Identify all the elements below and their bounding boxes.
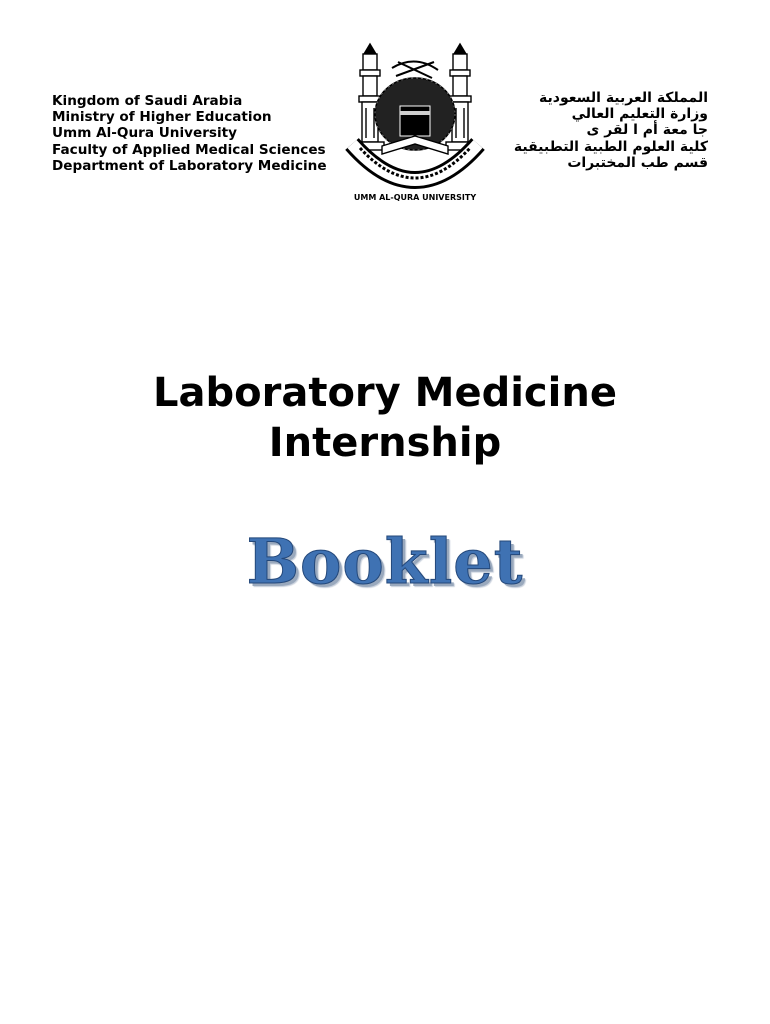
university-seal-icon	[340, 40, 490, 208]
header-line-faculty: Faculty of Applied Medical Sciences	[52, 141, 326, 158]
header-line-ministry: Ministry of Higher Education	[52, 109, 272, 126]
header-line-university: Umm Al-Qura University	[52, 125, 238, 142]
english-header	[52, 93, 327, 174]
title-line-2: Internship	[268, 420, 502, 466]
document-title	[0, 368, 770, 468]
seal-text: UMM AL-QURA UNIVERSITY	[353, 193, 477, 202]
header-ar-line-kingdom: المملكة العربية السعودية	[539, 90, 708, 106]
header-ar-line-department: قسم طب المختبرات	[567, 154, 708, 171]
title-line-1: Laboratory Medicine	[153, 370, 617, 416]
header-line-department: Department of Laboratory Medicine	[52, 157, 327, 174]
header-line-kingdom: Kingdom of Saudi Arabia	[52, 93, 243, 109]
header-ar-line-university: جا معة أم ا لقر ى	[586, 122, 708, 139]
arabic-header	[478, 90, 708, 171]
booklet-wordart: Booklet	[246, 525, 524, 598]
header-ar-line-faculty: كلية العلوم الطبية التطبيقية	[513, 138, 708, 155]
header-ar-line-ministry: وزارة التعليم العالي	[571, 106, 708, 123]
